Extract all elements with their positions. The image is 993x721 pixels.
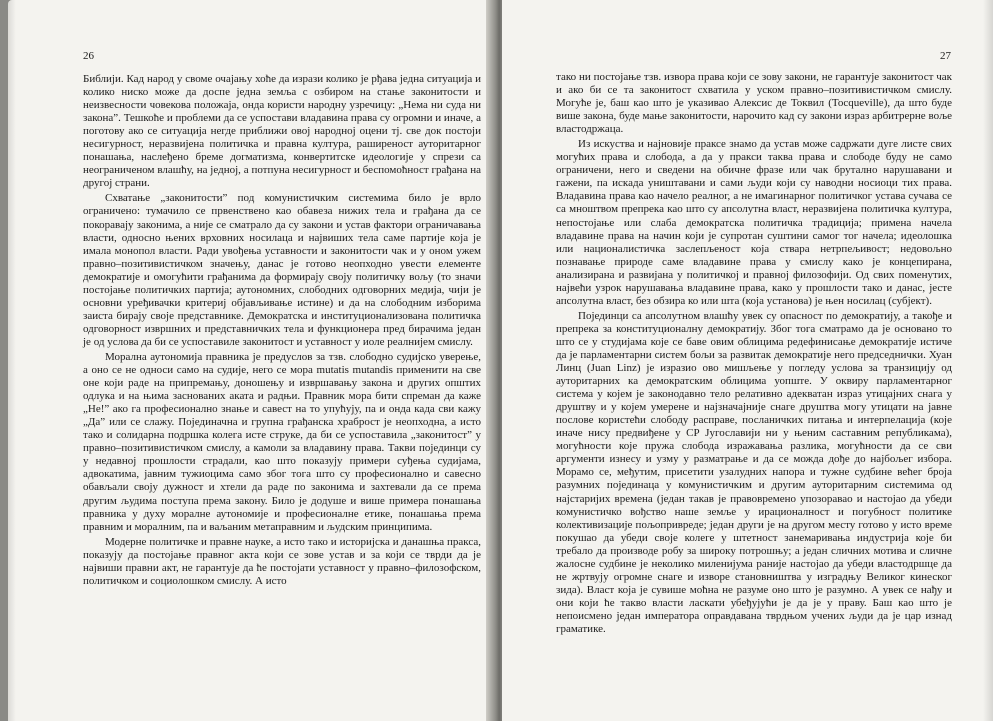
right-page <box>502 0 993 721</box>
paragraph: Из искуства и најновије праксе знамо да устав може садржати дуге листе свих могућих права и слобода, а да у пракси таква права и слободе буду не само ограничени, него и сведени на обичне фразе или чак брутално нарушавани и гажени, па искада уништавани и сами људи који су наводни носиоци тих права. Владавина права као начело реалног, а не имагинарног политичког устава сучава се са мноштвом препрека као што су апсолутна власт, неразвијена политичка култура, непостојање или слаба демократска политичка традиција; примена начела владавине права на начин који је супротан суштини самог тог начела; идеолошка или националистичка заслепљеност која ствара нетрпељивост; недовољно познавање природе саме владавине права у смислу како је концепирана, анализирана и развијана у политичкој и правној филозофији. Од свих поменутих, највећи узрок нарушавања владавине права, како у прошлости тако и данас, јесте апсолутна власт, без обзира ко или шта (која установа) је њен носилац (субјект). <box>556 138 952 307</box>
left-page <box>8 0 494 721</box>
paragraph: Појединци са апсолутном влашћу увек су опасност по демократију, а такође и препрека за конституционалну демократију. Због тога сматрамо да је основано то што се у студијама које се баве овим облицима редефинисање демократије истиче да је парламентарни систем бољи за развитак демократије него председнички. Хуан Линц (Juan Linz) је изразио ово мишљење у погледу услова за транзицију од ауторитарних ка демократским облицима уопште. У оквиру парламентарног система у којем је законодавно тело релативно адекватан израз утицајних снага у друштву и у којем умерене и најзначајније снаге друштва могу утицати на јавне послове користећи слободу расправе, посланичких питања и интерпелација (које иначе нису предвиђене у СР Југославији ни у њеним саставним републикама), могућности које пружа слобода изражавања разлика, могућности да се сви аргументи изнесу и узму у разматрање и да се можда дође до најбољег избора. Морамо се, међутим, присетити узалудних напора и тужне судбине већег броја разумних појединаца у комунистичким и другим ауторитарним системима од најстаријих времена (један такав је правовремено упозоравао и настојао да убеди комунистичко вођство наше земље у ирационалност и погубност политике колективизације пољопривреде; један други је на другом месту готово у исто време покушао да убеди своје колеге у штетност занемаривања индустрија које би требало да производе робу за широку потрошњу; а један сличних мотива и сличне жалосне судбине је неколико миленијума раније настојао да убеди властодршце да не жртвују огромне снаге и изворе становништва у изградњу Великог кинеског зида). Власт која је сувише моћна не разуме оно што је разумно. А увек се нађу и они који ће такво власти ласкати убеђујући је да је у праву. Баш као што је непоисмено један императора оправдавана тврдњом учених људи да је цар изнад граматике. <box>556 309 952 635</box>
paragraph: Схватање „законитости” под комунистичким системима било је врло ограничено: тумачило се првенствено као обавеза нижих тела и грађана да се покоравају законима, а није се сматрало да су закони и устав фактори ограничавања власти, односно њених врховних носилаца и највиших тела саме партије која је имала монопол власти. Ради увођења уставности и законитости чак и у оном ужем правно–позитивистичком значењу, данас је готово неопходно увести елементе демократије и омогућити грађанима да формирају своју политичку вољу (то значи постојање политичких партија; аутономних, слободних одговорних медија, чији је основни уређивачки критериј објављивање истине) и да на слободним изборима заиста бирају своје представнике. Демократска и институционализована политичка одговорност извршних и представничких тела и функционера пред бирачима један је од услова да би се успоставиле законитост и уставност у иоле реалнијем смислу. <box>83 192 481 348</box>
right-page-body <box>556 71 952 638</box>
left-page-body <box>83 73 481 590</box>
page-edge-shadow <box>8 0 16 721</box>
paragraph: тако ни постојање тзв. извора права који се зову закони, не гарантује законитост чак и ако би се та законитост схватила у уском правно–позитивистичком смислу. Могуће је, баш као што је указивао Алексис де Токвил (Tocqueville), да што буде више закона, буде мање законитости, нарочито кад су закони израз арбитрерне воље властодржаца. <box>556 71 952 136</box>
page-number-right: 27 <box>940 50 951 62</box>
paragraph: Морална аутономија правника је предуслов за тзв. слободно судијско уверење, а оно се не односи само на судије, него се мора mutatis mutandis применити на све оне који раде на припремању, доношењу и извршавању закона и других општих одлука и на њима заснованих аката и радњи. Правник мора бити спреман да каже „Не!” ако га професионално знање и савест на то упућују, па и онда када сви кажу „Да” или се слажу. Појединачна и групна грађанска храброст је неопходна, а исто тако и солидарна подршка колега исте струке, да би се успоставила „законитост” у правно–позитивистичком смислу, а камоли за владавину права. Такви појединци су у недавној прошлости страдали, као што показују примери суђења судијама, адвокатима, јавним тужиоцима само због тога што су професионално и савесно обављали своју дужност и хтели да раде по законима и захтевали да се према другим људима поступа према закону. Било је додуше и више примера понашања правника у духу моралне аутономије и професионалне етике, понашања према правним и моралним, па и ваљаним метаправним и људским принципима. <box>83 350 481 533</box>
page-number-left: 26 <box>83 50 94 62</box>
paragraph: Библији. Кад народ у своме очајању хоће да изрази колико је рђава једна ситуација и колико ниско може да доспе једна земља с озбиром на стање законитости и неизвесности човекова положаја, онда користи народну узречицу: „Нема ни суда ни закона”. Тешкоће и проблеми да се успостави владавина права су огромни и иначе, а поготову ако се ситуација негде приближи овој народној оцени тј. све док постоји несигурност, неразвијена политичка и правна култура, раширеност ауторитарног понашања, наслеђено бреме догматизма, конвертитске идеологије у спрези са неограниченом влашћу, на једној, а потпуна несигурност и беспомоћност грађана на другој страни. <box>83 73 481 190</box>
paragraph: Модерне политичке и правне науке, а исто тако и историјска и данашња пракса, показују да постојање правног акта који се зове устав и за који се тврди да је највиши правни акт, не гарантује да ће постојати уставност у правно–филозофском, политичком и социолошком смислу. А исто <box>83 535 481 587</box>
page-edge-shadow <box>983 0 993 721</box>
